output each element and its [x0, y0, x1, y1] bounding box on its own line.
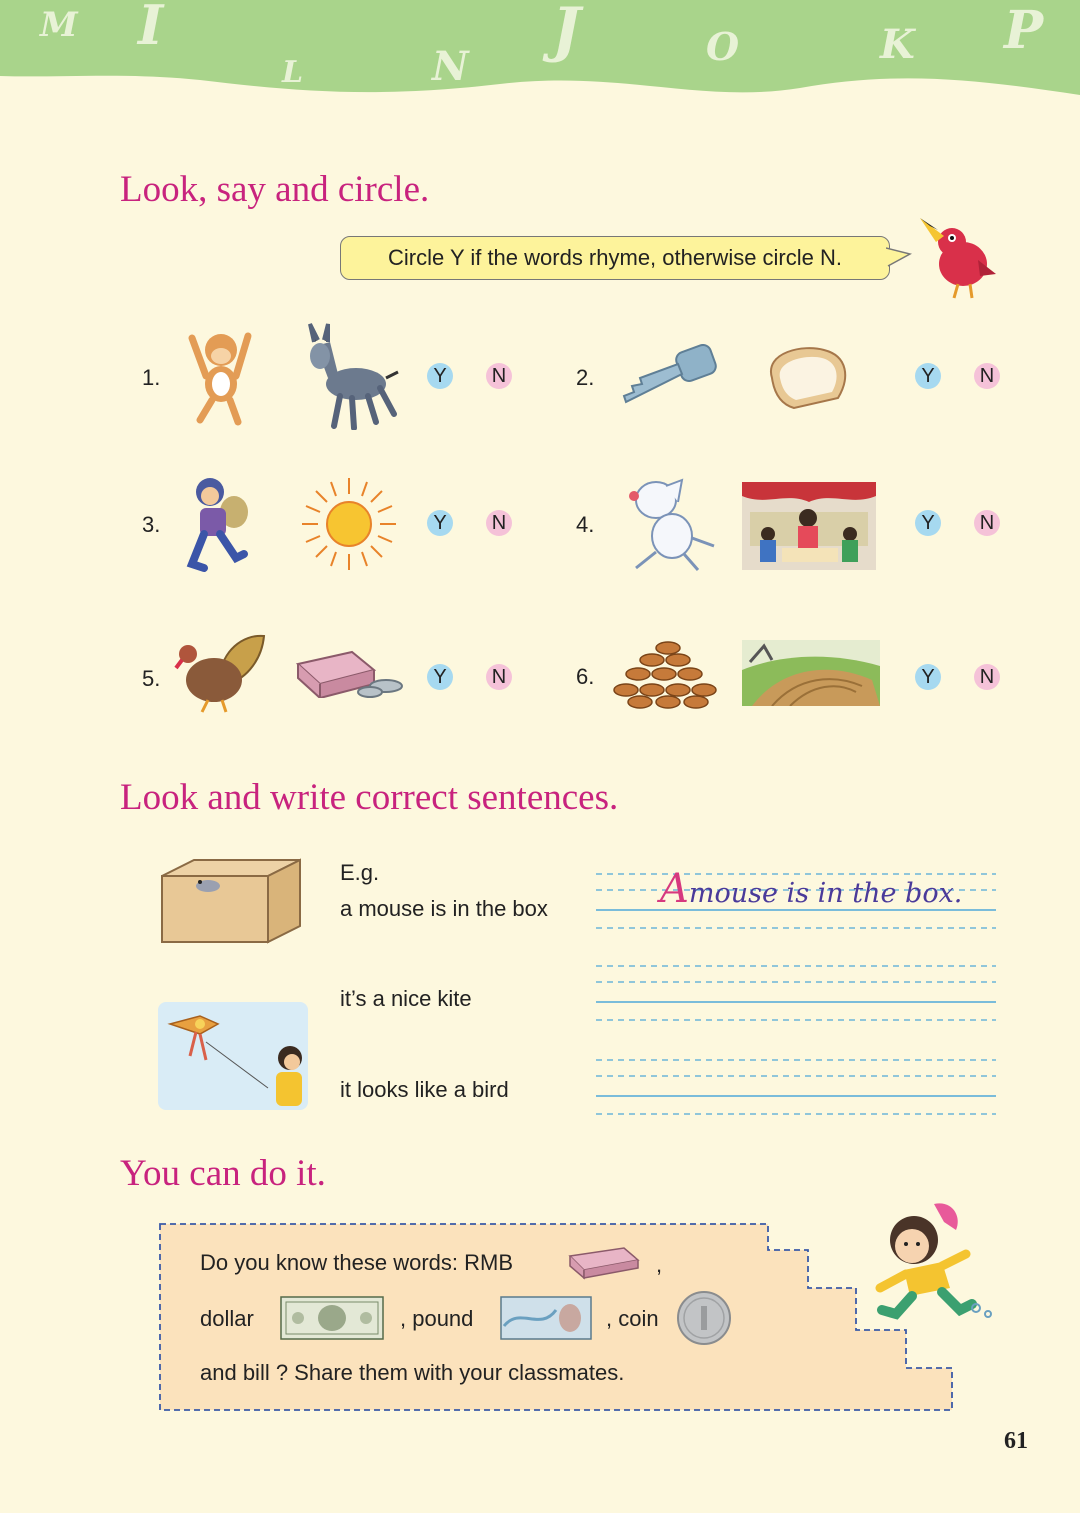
bubble-tail: [886, 246, 912, 270]
bread-icon: [764, 342, 850, 412]
instruction-bubble: Circle Y if the words rhyme, otherwise circle N.: [340, 236, 890, 280]
yes-option-2[interactable]: Y: [915, 363, 941, 389]
running-boy-icon: [186, 472, 252, 574]
party-scene-icon: [742, 482, 876, 570]
no-option-3[interactable]: N: [486, 510, 512, 536]
yes-option-5[interactable]: Y: [427, 664, 453, 690]
example-answer: [660, 866, 962, 912]
key-icon: [620, 344, 718, 408]
rmb-bills-icon: [568, 1244, 640, 1280]
header-banner: [0, 0, 1080, 110]
item-number: 5.: [142, 666, 161, 691]
pound-note-icon: [500, 1296, 592, 1340]
section-title-you-can-do-it: You can do it.: [120, 1153, 326, 1194]
item-number: 3.: [142, 512, 161, 537]
header-letter-m: M: [40, 5, 78, 45]
vocab-coin: , coin: [606, 1306, 659, 1331]
header-letter-k: K: [880, 21, 915, 68]
example-answer-text: mouse is in the box.: [688, 878, 963, 909]
yes-option-1[interactable]: Y: [427, 363, 453, 389]
coin-icon: [676, 1290, 732, 1346]
money-stack-icon: [294, 644, 408, 698]
no-option-2[interactable]: N: [974, 363, 1000, 389]
prompt-nice-kite: it’s a nice kite: [340, 986, 472, 1011]
header-letter-i: I: [138, 0, 164, 57]
farm-field-icon: [742, 640, 880, 706]
yes-option-4[interactable]: Y: [915, 510, 941, 536]
vocab-comma: ,: [656, 1252, 663, 1277]
no-option-6[interactable]: N: [974, 664, 1000, 690]
writing-lines-answer-2[interactable]: [596, 1058, 996, 1118]
coin-pile-icon: [612, 636, 724, 710]
monkey-icon: [186, 326, 256, 426]
section-title-look-write: Look and write correct sentences.: [120, 777, 619, 818]
header-letter-n: N: [432, 43, 469, 90]
no-option-5[interactable]: N: [486, 664, 512, 690]
section-title-look-say-circle: Look, say and circle.: [120, 169, 430, 210]
vocab-line-3: and bill ? Share them with your classmates.: [200, 1360, 625, 1385]
yes-option-3[interactable]: Y: [427, 510, 453, 536]
yes-option-6[interactable]: Y: [915, 664, 941, 690]
kite-boy-icon: [158, 1002, 308, 1110]
prompt-looks-like-bird: it looks like a bird: [340, 1077, 509, 1102]
vocabulary-box: [158, 1222, 958, 1414]
header-letter-p: P: [1004, 0, 1044, 61]
no-option-4[interactable]: N: [974, 510, 1000, 536]
donkey-icon: [304, 322, 400, 430]
running-child-icon: [872, 1200, 998, 1326]
dollar-bill-icon: [280, 1296, 384, 1340]
dog-icon: [622, 472, 718, 574]
toucan-icon: [918, 212, 998, 302]
example-label: E.g.: [340, 860, 380, 885]
example-prompt: a mouse is in the box: [340, 896, 548, 921]
sun-icon: [296, 474, 402, 574]
page-number: 61: [1004, 1428, 1028, 1454]
item-number: 4.: [576, 512, 595, 537]
turkey-icon: [172, 632, 268, 714]
item-number: 1.: [142, 365, 161, 390]
box-with-mouse-icon: [156, 852, 306, 948]
vocab-dollar: dollar: [200, 1306, 254, 1331]
example-answer-capital: A: [660, 866, 689, 912]
no-option-1[interactable]: N: [486, 363, 512, 389]
item-number: 6.: [576, 664, 595, 689]
vocab-pound: , pound: [400, 1306, 474, 1331]
header-letter-j: J: [552, 0, 581, 65]
vocab-line-1: Do you know these words: RMB: [200, 1250, 514, 1275]
header-letter-o: O: [706, 24, 740, 69]
header-letter-l: L: [282, 55, 304, 90]
item-number: 2.: [576, 365, 595, 390]
writing-lines-answer-1[interactable]: [596, 964, 996, 1024]
